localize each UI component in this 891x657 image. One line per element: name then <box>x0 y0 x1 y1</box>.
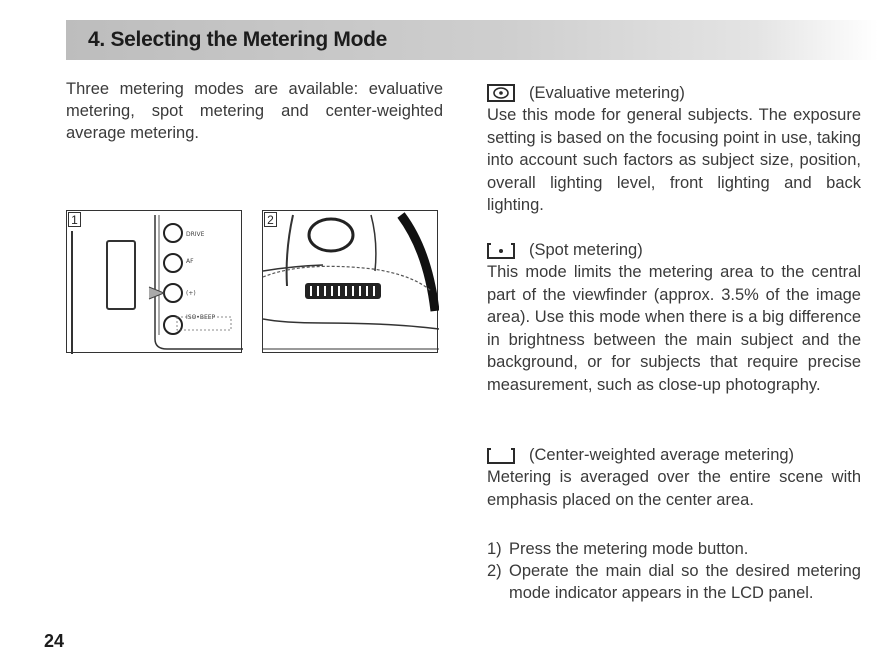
mode-center-weighted <box>487 444 861 511</box>
label-metering: (+) <box>186 290 196 297</box>
step-number: 2) <box>487 562 502 580</box>
figure-number: 1 <box>68 212 81 227</box>
step-text: Operate the main dial so the desired metering mode indicator appears in the LCD panel. <box>509 562 861 602</box>
evaluative-metering-icon <box>487 84 515 102</box>
section-header-bar <box>66 20 878 60</box>
page-number: 24 <box>44 631 65 651</box>
step-text: Press the metering mode button. <box>509 540 749 558</box>
mode-description: This mode limits the metering area to the central part of the viewfinder (approx. 3.5% of the image area). Use this mode when there is a big difference in brightness between the main subject and the background, or for subjects that require precise measurement, such as close-up photography. <box>487 263 861 394</box>
mode-description: Use this mode for general subjects. The exposure setting is based on the focusing point in use, taking into account such factors as subject size, position, overall lighting level, front lighting and back lighting. <box>487 106 861 214</box>
figure-1-camera-buttons <box>66 210 242 353</box>
figure-2-main-dial <box>262 210 438 353</box>
page-title: 4. Selecting the Metering Mode <box>88 28 388 51</box>
mode-title: (Evaluative metering) <box>529 84 685 102</box>
center-weighted-metering-icon <box>487 446 515 464</box>
step-item <box>487 538 861 560</box>
step-number: 1) <box>487 540 502 558</box>
procedure-steps <box>487 538 861 604</box>
figure-number: 2 <box>264 212 277 227</box>
label-iso-beep: ISO•BEEP <box>186 314 216 321</box>
mode-description: Metering is averaged over the entire scene with emphasis placed on the center area. <box>487 468 861 509</box>
mode-spot <box>487 239 861 396</box>
intro-paragraph: Three metering modes are available: evaluative metering, spot metering and center-weighted average metering. <box>66 80 443 142</box>
camera-button-illustration <box>67 211 243 354</box>
spot-metering-icon <box>487 241 515 259</box>
mode-title: (Center-weighted average metering) <box>529 446 795 464</box>
label-af: AF <box>186 258 194 265</box>
mode-evaluative <box>487 82 861 217</box>
main-dial-illustration <box>263 211 439 354</box>
mode-title: (Spot metering) <box>529 241 643 259</box>
step-item <box>487 560 861 604</box>
label-drive: DRIVE <box>186 231 205 238</box>
